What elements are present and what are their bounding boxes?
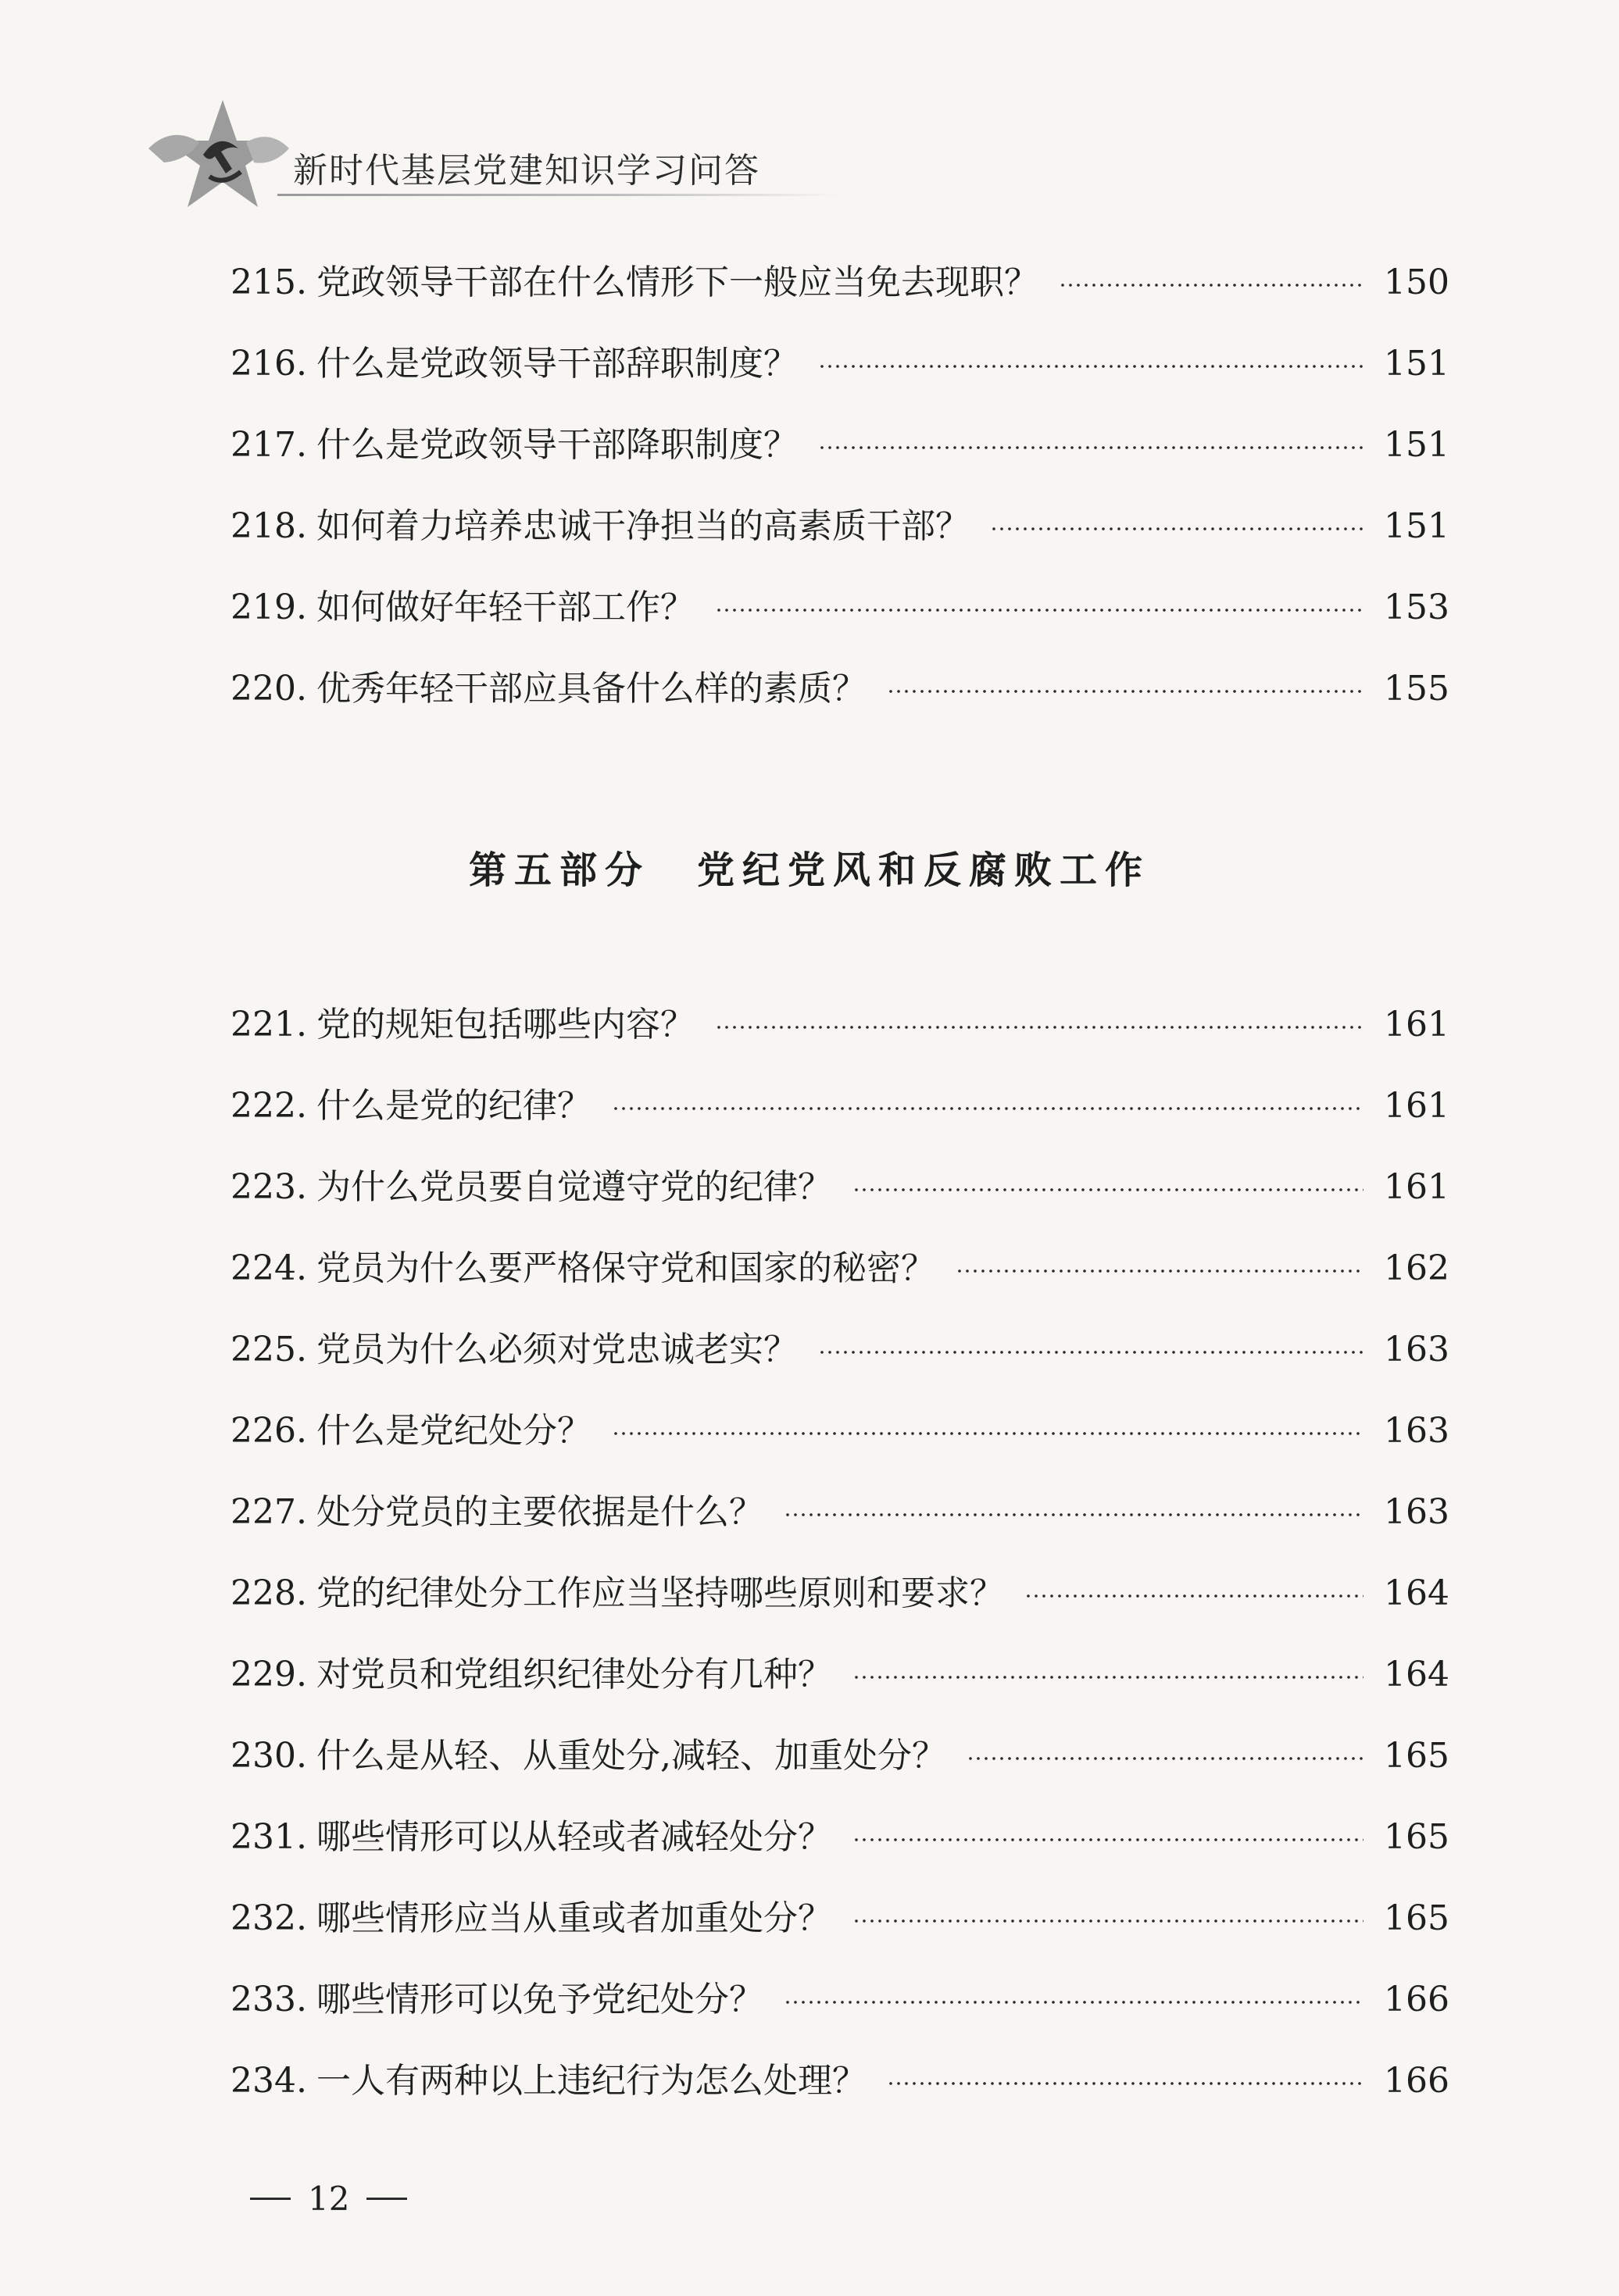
entry-title: 什么是党政领导干部降职制度？: [316, 425, 798, 465]
entry-number: 229.: [231, 1655, 307, 1694]
toc-entry-231[interactable]: [231, 1797, 1449, 1878]
entry-title: 什么是党政领导干部辞职制度？: [316, 344, 798, 384]
entry-number: 224.: [231, 1248, 307, 1288]
toc-entry-217[interactable]: [231, 405, 1449, 486]
dot-leader: [715, 1025, 1363, 1030]
party-emblem-icon: [141, 94, 297, 211]
entry-number: 222.: [231, 1086, 307, 1126]
entry-page: 163: [1384, 1411, 1449, 1451]
dot-leader: [612, 1431, 1363, 1436]
entry-title: 哪些情形应当从重或者加重处分？: [316, 1898, 832, 1938]
toc-list-part4: [231, 242, 1449, 730]
dot-leader: [967, 1756, 1363, 1761]
entry-number: 217.: [231, 425, 307, 465]
entry-title: 什么是从轻、从重处分,减轻、加重处分？: [316, 1736, 946, 1776]
dot-leader: [784, 2000, 1363, 2005]
entry-title: 处分党员的主要依据是什么？: [316, 1492, 763, 1532]
dot-leader: [818, 445, 1363, 450]
entry-page: 153: [1384, 587, 1449, 627]
entry-page: 165: [1384, 1736, 1449, 1776]
toc-entry-222[interactable]: [231, 1066, 1449, 1147]
toc-entry-224[interactable]: [231, 1228, 1449, 1309]
toc-entry-226[interactable]: [231, 1391, 1449, 1472]
entry-page: 151: [1384, 344, 1449, 384]
entry-page: 166: [1384, 1980, 1449, 2019]
toc-entry-218[interactable]: [231, 486, 1449, 567]
toc-entry-223[interactable]: [231, 1147, 1449, 1228]
entry-page: 150: [1384, 262, 1449, 302]
entry-title: 优秀年轻干部应具备什么样的素质？: [316, 669, 867, 709]
toc-entry-229[interactable]: [231, 1634, 1449, 1716]
page-footer: [250, 2180, 407, 2218]
toc-entry-219[interactable]: [231, 567, 1449, 648]
dot-leader: [818, 1350, 1363, 1355]
toc-list-part5: [231, 984, 1449, 2122]
toc-entry-227[interactable]: [231, 1472, 1449, 1553]
toc-entry-220[interactable]: [231, 648, 1449, 730]
dot-leader: [852, 1837, 1363, 1842]
toc-entry-225[interactable]: [231, 1309, 1449, 1391]
toc-entry-216[interactable]: [231, 323, 1449, 405]
entry-title: 党员为什么要严格保守党和国家的秘密？: [316, 1248, 935, 1288]
entry-page: 161: [1384, 1005, 1449, 1044]
entry-page: 151: [1384, 506, 1449, 546]
entry-number: 219.: [231, 587, 307, 627]
dot-leader: [612, 1106, 1363, 1111]
entry-number: 215.: [231, 262, 307, 302]
entry-title: 什么是党的纪律？: [316, 1086, 591, 1126]
entry-page: 162: [1384, 1248, 1449, 1288]
entry-title: 党的规矩包括哪些内容？: [316, 1005, 695, 1044]
dot-leader: [852, 1919, 1363, 1923]
entry-page: 164: [1384, 1573, 1449, 1613]
dot-leader: [887, 2081, 1363, 2086]
entry-number: 232.: [231, 1898, 307, 1938]
section-part-title: 党纪党风和反腐败工作: [697, 848, 1151, 892]
entry-page: 165: [1384, 1898, 1449, 1938]
entry-page: 166: [1384, 2061, 1449, 2101]
header-title: 新时代基层党建知识学习问答: [293, 151, 760, 191]
entry-number: 230.: [231, 1736, 307, 1776]
dot-leader: [818, 364, 1363, 369]
entry-title: 哪些情形可以从轻或者减轻处分？: [316, 1817, 832, 1857]
dot-leader: [852, 1187, 1363, 1192]
entry-title: 哪些情形可以免予党纪处分？: [316, 1980, 763, 2019]
entry-number: 223.: [231, 1167, 307, 1207]
entry-number: 218.: [231, 506, 307, 546]
entry-page: 163: [1384, 1492, 1449, 1532]
footer-dash-right: [366, 2198, 407, 2200]
dot-leader: [887, 689, 1363, 694]
toc-entry-215[interactable]: [231, 242, 1449, 323]
entry-number: 220.: [231, 669, 307, 709]
entry-title: 党的纪律处分工作应当坚持哪些原则和要求？: [316, 1573, 1004, 1613]
toc-entry-233[interactable]: [231, 1959, 1449, 2041]
running-header: [141, 94, 844, 211]
entry-page: 164: [1384, 1655, 1449, 1694]
entry-page: 151: [1384, 425, 1449, 465]
entry-page: 161: [1384, 1167, 1449, 1207]
dot-leader: [956, 1269, 1363, 1273]
entry-title: 如何做好年轻干部工作？: [316, 587, 695, 627]
entry-number: 234.: [231, 2061, 307, 2101]
entry-number: 216.: [231, 344, 307, 384]
toc-entry-230[interactable]: [231, 1716, 1449, 1797]
page-number: 12: [308, 2180, 350, 2218]
section-heading: [0, 840, 1619, 894]
section-part-label: 第五部分: [468, 848, 650, 892]
entry-title: 一人有两种以上违纪行为怎么处理？: [316, 2061, 867, 2101]
entry-number: 228.: [231, 1573, 307, 1613]
entry-page: 155: [1384, 669, 1449, 709]
dot-leader: [1024, 1594, 1363, 1598]
entry-number: 226.: [231, 1411, 307, 1451]
entry-title: 什么是党纪处分？: [316, 1411, 591, 1451]
toc-entry-232[interactable]: [231, 1878, 1449, 1959]
entry-number: 227.: [231, 1492, 307, 1532]
entry-number: 231.: [231, 1817, 307, 1857]
entry-title: 为什么党员要自觉遵守党的纪律？: [316, 1167, 832, 1207]
dot-leader: [990, 527, 1363, 531]
dot-leader: [715, 608, 1363, 612]
entry-title: 如何着力培养忠诚干净担当的高素质干部？: [316, 506, 970, 546]
entry-number: 225.: [231, 1330, 307, 1369]
entry-number: 233.: [231, 1980, 307, 2019]
toc-entry-234[interactable]: [231, 2041, 1449, 2122]
dot-leader: [1059, 283, 1363, 287]
toc-entry-221[interactable]: [231, 984, 1449, 1066]
entry-number: 221.: [231, 1005, 307, 1044]
entry-title: 党员为什么必须对党忠诚老实？: [316, 1330, 798, 1369]
entry-page: 165: [1384, 1817, 1449, 1857]
entry-page: 163: [1384, 1330, 1449, 1369]
entry-title: 对党员和党组织纪律处分有几种？: [316, 1655, 832, 1694]
dot-leader: [852, 1675, 1363, 1680]
entry-page: 161: [1384, 1086, 1449, 1126]
header-rule: [277, 194, 840, 196]
dot-leader: [784, 1512, 1363, 1517]
entry-title: 党政领导干部在什么情形下一般应当免去现职？: [316, 262, 1038, 302]
toc-entry-228[interactable]: [231, 1553, 1449, 1634]
footer-dash-left: [250, 2198, 291, 2200]
